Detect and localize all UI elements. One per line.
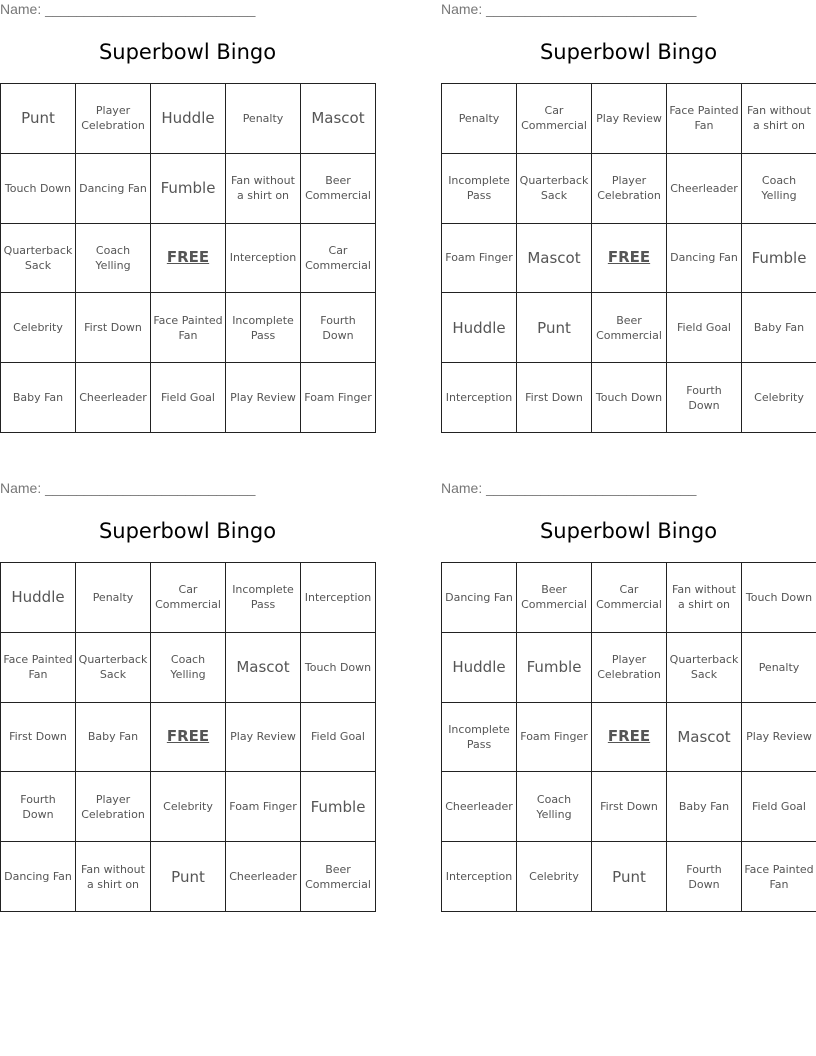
bingo-row xyxy=(442,153,816,223)
bingo-cell: Fan without a shirt on xyxy=(742,84,816,154)
bingo-cell: Beer Commercial xyxy=(517,563,592,633)
bingo-cell: Play Review xyxy=(742,702,816,772)
bingo-cell: Foam Finger xyxy=(226,772,301,842)
bingo-cell: Dancing Fan xyxy=(1,842,76,912)
bingo-cell: Face Painted Fan xyxy=(742,842,816,912)
bingo-cell: Punt xyxy=(517,293,592,363)
bingo-row xyxy=(1,702,376,772)
bingo-cell: Interception xyxy=(442,842,517,912)
bingo-cell: FREE xyxy=(151,223,226,293)
bingo-cell: Interception xyxy=(442,363,517,433)
bingo-row xyxy=(1,772,376,842)
bingo-cell: Beer Commercial xyxy=(592,293,667,363)
bingo-row xyxy=(442,84,816,154)
bingo-cell: Fan without a shirt on xyxy=(667,563,742,633)
bingo-cell: Baby Fan xyxy=(1,363,76,433)
bingo-row xyxy=(1,153,376,223)
card-title: Superbowl Bingo xyxy=(98,519,277,543)
bingo-cell: Fumble xyxy=(517,632,592,702)
bingo-cell: Dancing Fan xyxy=(76,153,151,223)
bingo-cell: Penalty xyxy=(76,563,151,633)
bingo-card-2 xyxy=(441,0,816,432)
bingo-cell: Beer Commercial xyxy=(301,153,376,223)
bingo-cell: Face Painted Fan xyxy=(151,293,226,363)
bingo-cell: Punt xyxy=(1,84,76,154)
bingo-row xyxy=(442,772,816,842)
bingo-cell: Cheerleader xyxy=(226,842,301,912)
bingo-row xyxy=(442,363,816,433)
bingo-row xyxy=(1,223,376,293)
bingo-cell: Penalty xyxy=(742,632,816,702)
bingo-cell: Fourth Down xyxy=(301,293,376,363)
bingo-cell: Incomplete Pass xyxy=(442,702,517,772)
bingo-cell: Foam Finger xyxy=(301,363,376,433)
bingo-cell: Huddle xyxy=(1,563,76,633)
bingo-cell: Car Commercial xyxy=(517,84,592,154)
bingo-cell: FREE xyxy=(151,702,226,772)
bingo-cell: Fan without a shirt on xyxy=(76,842,151,912)
bingo-cell: Touch Down xyxy=(1,153,76,223)
bingo-cell: Huddle xyxy=(442,632,517,702)
bingo-row xyxy=(1,293,376,363)
bingo-cell: Penalty xyxy=(226,84,301,154)
bingo-cell: Mascot xyxy=(301,84,376,154)
bingo-cell: Dancing Fan xyxy=(667,223,742,293)
bingo-cell: Car Commercial xyxy=(592,563,667,633)
bingo-cell: Celebrity xyxy=(742,363,816,433)
bingo-cell: Baby Fan xyxy=(667,772,742,842)
bingo-cell: Beer Commercial xyxy=(301,842,376,912)
bingo-row xyxy=(442,563,816,633)
bingo-cell: Coach Yelling xyxy=(76,223,151,293)
bingo-row xyxy=(442,632,816,702)
bingo-cell: Car Commercial xyxy=(301,223,376,293)
card-title: Superbowl Bingo xyxy=(539,519,718,543)
bingo-cell: Face Painted Fan xyxy=(1,632,76,702)
bingo-cell: First Down xyxy=(517,363,592,433)
bingo-cell: Player Celebration xyxy=(592,153,667,223)
bingo-cell: Play Review xyxy=(226,363,301,433)
bingo-cell: Play Review xyxy=(592,84,667,154)
bingo-cell: Incomplete Pass xyxy=(442,153,517,223)
bingo-row xyxy=(442,842,816,912)
bingo-cell: Coach Yelling xyxy=(517,772,592,842)
bingo-grid xyxy=(441,83,816,433)
bingo-cell: Player Celebration xyxy=(592,632,667,702)
name-field-label: Name: ___________________________ xyxy=(441,1,697,17)
bingo-cell: Player Celebration xyxy=(76,84,151,154)
bingo-cell: Fan without a shirt on xyxy=(226,153,301,223)
card-title: Superbowl Bingo xyxy=(539,40,718,64)
bingo-cell: Touch Down xyxy=(301,632,376,702)
bingo-cell: Fumble xyxy=(742,223,816,293)
bingo-cell: Foam Finger xyxy=(517,702,592,772)
bingo-cell: Huddle xyxy=(442,293,517,363)
bingo-card-4 xyxy=(441,479,816,911)
bingo-cell: Quarterback Sack xyxy=(76,632,151,702)
bingo-row xyxy=(1,842,376,912)
bingo-cell: Incomplete Pass xyxy=(226,563,301,633)
bingo-card-1 xyxy=(0,0,375,432)
name-field-label: Name: ___________________________ xyxy=(0,480,256,496)
bingo-cell: Quarterback Sack xyxy=(1,223,76,293)
bingo-cell: FREE xyxy=(592,223,667,293)
bingo-row xyxy=(1,563,376,633)
bingo-cell: FREE xyxy=(592,702,667,772)
bingo-cell: Fumble xyxy=(301,772,376,842)
bingo-row xyxy=(442,702,816,772)
bingo-row xyxy=(1,632,376,702)
bingo-cell: Face Painted Fan xyxy=(667,84,742,154)
bingo-cell: Cheerleader xyxy=(442,772,517,842)
card-title: Superbowl Bingo xyxy=(98,40,277,64)
bingo-cell: Player Celebration xyxy=(76,772,151,842)
bingo-cell: Touch Down xyxy=(592,363,667,433)
bingo-cell: Baby Fan xyxy=(742,293,816,363)
bingo-cell: Interception xyxy=(301,563,376,633)
bingo-cell: Dancing Fan xyxy=(442,563,517,633)
bingo-cell: Fourth Down xyxy=(1,772,76,842)
bingo-cell: First Down xyxy=(1,702,76,772)
bingo-cell: Huddle xyxy=(151,84,226,154)
bingo-grid xyxy=(441,562,816,912)
name-field-label: Name: ___________________________ xyxy=(441,480,697,496)
bingo-card-3 xyxy=(0,479,375,911)
bingo-cell: Fourth Down xyxy=(667,363,742,433)
bingo-cell: Field Goal xyxy=(301,702,376,772)
bingo-cell: Mascot xyxy=(667,702,742,772)
bingo-cell: Interception xyxy=(226,223,301,293)
bingo-cell: Car Commercial xyxy=(151,563,226,633)
name-field-label: Name: ___________________________ xyxy=(0,1,256,17)
bingo-cell: Celebrity xyxy=(151,772,226,842)
bingo-cell: Punt xyxy=(592,842,667,912)
bingo-cell: Touch Down xyxy=(742,563,816,633)
bingo-row xyxy=(1,363,376,433)
bingo-cell: Cheerleader xyxy=(667,153,742,223)
bingo-cell: Incomplete Pass xyxy=(226,293,301,363)
bingo-cell: Play Review xyxy=(226,702,301,772)
bingo-grid xyxy=(0,562,376,912)
bingo-cell: Celebrity xyxy=(517,842,592,912)
bingo-cell: Fumble xyxy=(151,153,226,223)
bingo-grid xyxy=(0,83,376,433)
bingo-cell: First Down xyxy=(76,293,151,363)
bingo-cell: Field Goal xyxy=(667,293,742,363)
bingo-cell: Cheerleader xyxy=(76,363,151,433)
bingo-cell: Quarterback Sack xyxy=(667,632,742,702)
bingo-cell: Punt xyxy=(151,842,226,912)
bingo-row xyxy=(442,223,816,293)
bingo-cell: Quarterback Sack xyxy=(517,153,592,223)
bingo-cell: Celebrity xyxy=(1,293,76,363)
bingo-cell: Mascot xyxy=(517,223,592,293)
bingo-row xyxy=(1,84,376,154)
bingo-cell: Mascot xyxy=(226,632,301,702)
bingo-cell: Coach Yelling xyxy=(742,153,816,223)
bingo-cell: Baby Fan xyxy=(76,702,151,772)
bingo-cell: Field Goal xyxy=(151,363,226,433)
bingo-cell: Penalty xyxy=(442,84,517,154)
bingo-cell: Field Goal xyxy=(742,772,816,842)
bingo-cell: Foam Finger xyxy=(442,223,517,293)
bingo-cell: Coach Yelling xyxy=(151,632,226,702)
bingo-cell: First Down xyxy=(592,772,667,842)
bingo-row xyxy=(442,293,816,363)
bingo-cell: Fourth Down xyxy=(667,842,742,912)
